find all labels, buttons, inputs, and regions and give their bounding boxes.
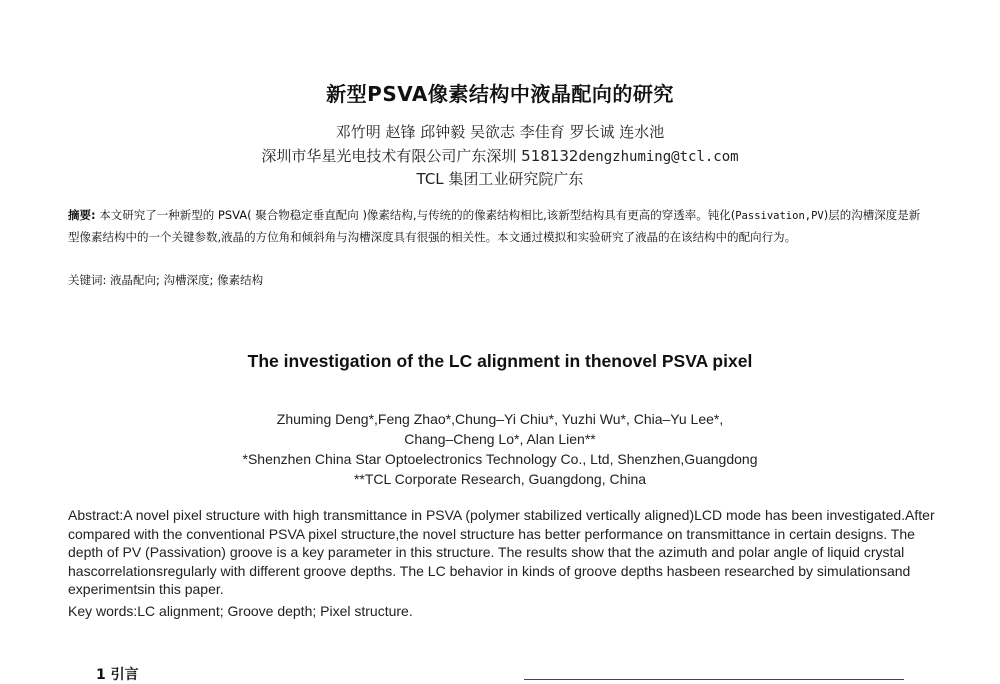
english-keywords: Key words:LC alignment; Groove depth; Pixel structure.	[68, 603, 413, 619]
chinese-title: 新型PSVA像素结构中液晶配向的研究	[326, 82, 674, 106]
chinese-keywords-label: 关键词:	[68, 273, 107, 287]
english-authors-line-1: Zhuming Deng*,Feng Zhao*,Chung–Yi Chiu*, Yuzhi Wu*, Chia–Yu Lee*,	[276, 411, 724, 427]
chinese-keywords	[68, 270, 930, 290]
chinese-keywords-text: 液晶配向; 沟槽深度; 像素结构	[110, 273, 264, 287]
chinese-abstract-label: 摘要:	[68, 208, 96, 222]
footnote-divider	[524, 679, 904, 680]
chinese-affiliation-1	[0, 145, 1000, 166]
chinese-authors: 邓竹明 赵锋 邱钟毅 吴欲志 李佳育 罗长诚 连水池	[335, 123, 665, 141]
english-affiliation-1: *Shenzhen China Star Optoelectronics Technology Co., Ltd, Shenzhen,Guangdong	[242, 451, 758, 467]
chinese-abstract-term: Passivation,PV	[735, 210, 824, 222]
chinese-abstract-part-1: 本文研究了一种新型的 PSVA( 聚合物稳定垂直配向 )像素结构,与传统的的像素结构相比,该新型结构具有更高的穿透率。钝化(	[99, 208, 736, 222]
author-email: dengzhuming@tcl.com	[578, 149, 739, 165]
english-title: The investigation of the LC alignment in thenovel PSVA pixel	[247, 351, 753, 371]
english-abstract: Abstract:A novel pixel structure with high transmittance in PSVA (polymer stabilized vertically aligned)LCD mode has been investigated.After compared with the conventional PSVA pixel structure,the novel structure has better performance on transmittance in certain designs. The depth of PV (Passivation) groove is a key parameter in this structure. The results show that the azimuth and polar angle of liquid crystal hascorrelationsregularly with different groove depths. The LC behavior in kinds of groove depths hasbeen researched by simulationsand experimentsin this paper.	[68, 507, 935, 598]
chinese-abstract	[68, 205, 930, 248]
chinese-affiliation-2: TCL 集团工业研究院广东	[416, 170, 584, 188]
chinese-abstract-part-2: )层的沟槽深度是新型像素结构中的一个关键参数,液晶的方位角和倾斜角与沟槽深度具有很强的相关性。本文通过模拟和实验研究了液晶的在该结构中的配向行为。	[68, 208, 921, 244]
chinese-affiliation-1-text: 深圳市华星光电技术有限公司广东深圳 518132	[261, 147, 579, 165]
english-authors-line-2: Chang–Cheng Lo*, Alan Lien**	[404, 431, 596, 447]
section-heading-introduction: 1 引言	[96, 667, 139, 683]
english-affiliation-2: **TCL Corporate Research, Guangdong, China	[353, 471, 647, 487]
